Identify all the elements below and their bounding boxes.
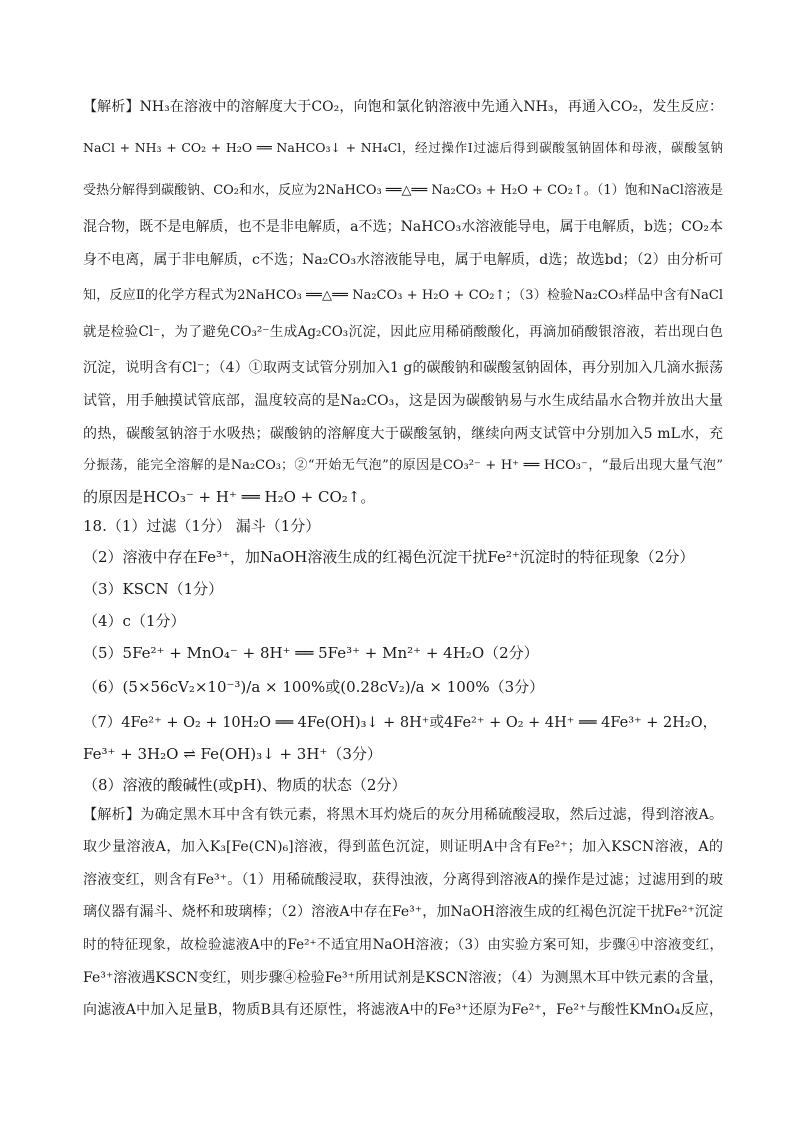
text-line: 璃仪器有漏斗、烧杯和玻璃棒；（2）溶液A中存在Fe³⁺，加NaOH溶液生成的红褐色沉淀干扰Fe²⁺沉淀: [83, 904, 723, 920]
text-line: 分振荡，能完全溶解的是Na₂CO₃；②“开始无气泡”的原因是CO₃²⁻ + H⁺ ══ HCO₃⁻，“最后出现大量气泡”: [83, 458, 723, 473]
text-line: 知，反应Ⅱ的化学方程式为2NaHCO₃ ══△══ Na₂CO₃ + H₂O + CO₂↑；（3）检验Na₂CO₃样品中含有NaCl: [83, 288, 723, 303]
text-line: 取少量溶液A，加入K₃[Fe(CN)₆]溶液，得到蓝色沉淀，则证明A中含有Fe²⁺；加入KSCN溶液，A的: [83, 839, 723, 855]
text-line: 受热分解得到碳酸钠、CO₂和水，反应为2NaHCO₃ ══△══ Na₂CO₃ + H₂O + CO₂↑。（1）饱和NaCl溶液是: [83, 183, 723, 198]
answer-18-4: （4）c（1分）: [83, 612, 186, 630]
text-line: 沉淀，说明含有Cl⁻；（4）①取两支试管分别加入1 g的碳酸钠和碳酸氢钠固体，再分别加入几滴水振荡: [83, 360, 723, 376]
answer-18-2: （2）溶液中存在Fe³⁺，加NaOH溶液生成的红褐色沉淀干扰Fe²⁺沉淀时的特征现象（2分）: [83, 548, 695, 566]
text-line: 就是检验Cl⁻，为了避免CO₃²⁻生成Ag₂CO₃沉淀，因此应用稀硝酸酸化，再滴加硝酸银溶液，若出现白色: [83, 324, 723, 340]
text-line: Fe³⁺溶液遇KSCN变红，则步骤④检验Fe³⁺所用试剂是KSCN溶液；（4）为测黑木耳中铁元素的含量，: [83, 970, 723, 986]
text-line: 时的特征现象，故检验滤液A中的Fe²⁺不适宜用NaOH溶液；（3）由实验方案可知，步骤④中溶液变红，: [83, 937, 723, 953]
text-line: NaCl + NH₃ + CO₂ + H₂O ══ NaHCO₃↓ + NH₄Cl，经过操作Ⅰ过滤后得到碳酸氢钠固体和母液，碳酸氢钠: [83, 140, 723, 155]
text-line: 的原因是HCO₃⁻ + H⁺ ══ H₂O + CO₂↑。: [83, 488, 376, 506]
text-line: 向滤液A中加入足量B，物质B具有还原性，将滤液A中的Fe³⁺还原为Fe²⁺，Fe²⁺与酸性KMnO₄反应，: [83, 1002, 723, 1018]
answer-18-1: 18.（1）过滤（1分） 漏斗（1分）: [83, 517, 321, 535]
answer-18-8: （8）溶液的酸碱性(或pH)、物质的状态（2分）: [83, 776, 407, 794]
answer-18-5: （5）5Fe²⁺ + MnO₄⁻ + 8H⁺ ══ 5Fe³⁺ + Mn²⁺ + 4H₂O（2分）: [83, 644, 539, 662]
answer-18-7: （7）4Fe²⁺ + O₂ + 10H₂O ══ 4Fe(OH)₃↓ + 8H⁺或4Fe²⁺ + O₂ + 4H⁺ ══ 4Fe³⁺ + 2H₂O，: [83, 715, 718, 731]
text-line: 【解析】为确定黑木耳中含有铁元素，将黑木耳灼烧后的灰分用稀硫酸浸取，然后过滤，得到溶液A。: [83, 807, 723, 823]
answer-18-3: （3）KSCN（1分）: [83, 580, 224, 598]
answer-18-6: （6）(5×56cV₂×10⁻³)/a × 100%或(0.28cV₂)/a × 100%（3分）: [83, 678, 545, 696]
text-line: 试管，用手触摸试管底部，温度较高的是Na₂CO₃，这是因为碳酸钠易与水生成结晶水合物并放出大量: [83, 393, 723, 409]
text-line: 的热，碳酸氢钠溶于水吸热；碳酸钠的溶解度大于碳酸氢钠，继续向两支试管中分别加入5 mL水，充: [83, 426, 723, 442]
answer-18-7-cont: Fe³⁺ + 3H₂O ⇌ Fe(OH)₃↓ + 3H⁺（3分）: [83, 745, 382, 763]
text-line: 【解析】NH₃在溶液中的溶解度大于CO₂，向饱和氯化钠溶液中先通入NH₃，再通入CO₂，发生反应：: [83, 99, 723, 115]
text-line: 溶液变红，则含有Fe³⁺。（1）用稀硫酸浸取，获得浊液，分离得到溶液A的操作是过滤；过滤用到的玻: [83, 872, 723, 888]
text-line: 身不电离，属于非电解质，c不选；Na₂CO₃水溶液能导电，属于电解质，d选；故选bd；（2）由分析可: [83, 252, 723, 268]
text-line: 混合物，既不是电解质，也不是非电解质，a不选；NaHCO₃水溶液能导电，属于电解质，b选；CO₂本: [83, 219, 723, 235]
